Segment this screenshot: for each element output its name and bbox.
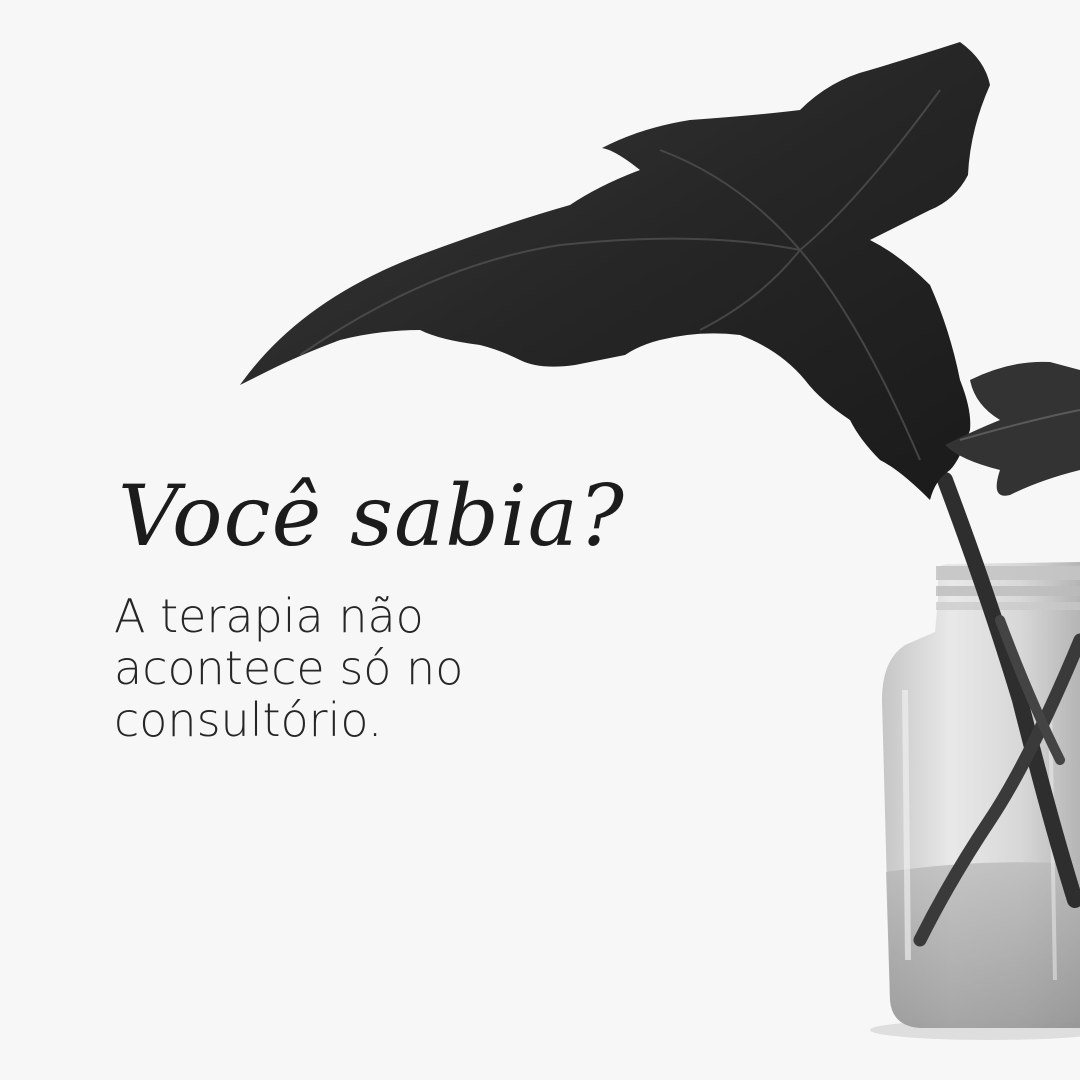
page-title: Você sabia? xyxy=(118,467,625,565)
body-text: A terapia não acontece só no consultório. xyxy=(114,589,464,747)
leaf-icon xyxy=(240,42,990,500)
